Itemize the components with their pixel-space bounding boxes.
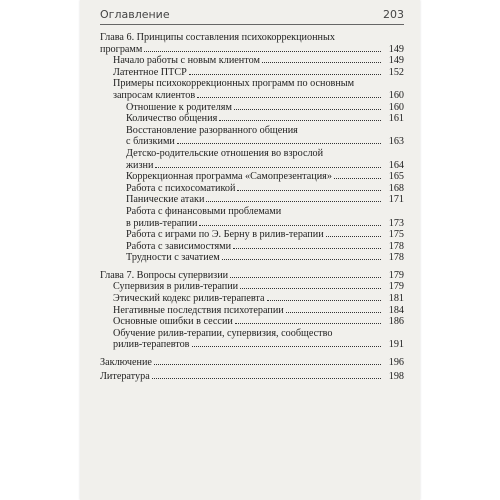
toc-entry-line bbox=[100, 371, 382, 383]
toc-entry-line bbox=[126, 136, 382, 148]
toc-entry bbox=[100, 102, 404, 114]
toc-entry-page: 191 bbox=[388, 339, 404, 351]
toc-entry-page: 165 bbox=[388, 171, 404, 183]
toc-entry-title: рилив-терапевтов bbox=[113, 339, 190, 351]
toc-entry-line bbox=[113, 90, 382, 102]
toc-entry-page: 168 bbox=[388, 182, 404, 194]
toc-entry-title: Супервизия в рилив-терапии bbox=[113, 281, 239, 293]
page-number: 203 bbox=[383, 8, 404, 21]
book-page bbox=[80, 0, 420, 500]
toc-entry bbox=[100, 270, 404, 282]
toc-entry-title: программ bbox=[100, 43, 143, 55]
leader-dots bbox=[199, 225, 381, 226]
leader-dots bbox=[237, 190, 381, 191]
toc-entry-title: Начало работы с новым клиентом bbox=[113, 55, 260, 67]
toc-entry-page: 163 bbox=[388, 136, 404, 148]
table-of-contents bbox=[100, 32, 404, 382]
toc-entry-line bbox=[126, 125, 382, 137]
toc-entry-page: 178 bbox=[388, 240, 404, 252]
leader-dots bbox=[206, 201, 381, 202]
toc-entry bbox=[100, 241, 404, 253]
toc-entry-page: 171 bbox=[388, 194, 404, 206]
toc-entry-line bbox=[126, 218, 382, 230]
toc-entry bbox=[100, 229, 404, 241]
toc-entry-title: Детско-родительские отношения во взрослой bbox=[126, 147, 324, 159]
running-title: Оглавление bbox=[100, 8, 170, 21]
toc-entry-line bbox=[100, 357, 382, 369]
toc-entry-title: запросам клиентов bbox=[113, 89, 196, 101]
toc-entry-line bbox=[100, 32, 382, 44]
leader-dots bbox=[267, 300, 381, 301]
toc-entry-page: 152 bbox=[388, 66, 404, 78]
toc-entry-line bbox=[113, 67, 382, 79]
leader-dots bbox=[144, 51, 381, 52]
toc-entry bbox=[100, 125, 404, 148]
leader-dots bbox=[326, 236, 381, 237]
toc-entry-line bbox=[113, 55, 382, 67]
toc-entry-page: 149 bbox=[388, 55, 404, 67]
toc-entry-line bbox=[113, 339, 382, 351]
toc-entry bbox=[100, 171, 404, 183]
toc-entry-line bbox=[113, 328, 382, 340]
toc-entry-title: с близкими bbox=[126, 136, 175, 148]
toc-entry-title: Коррекционная программа «Самопрезентация» bbox=[126, 171, 332, 183]
leader-dots bbox=[262, 62, 381, 63]
toc-entry-title: Обучение рилив-терапии, супервизия, сообщество bbox=[113, 327, 333, 339]
leader-dots bbox=[197, 97, 381, 98]
toc-entry bbox=[100, 194, 404, 206]
toc-entry bbox=[100, 32, 404, 55]
toc-entry-page: 181 bbox=[388, 293, 404, 305]
toc-entry-page: 186 bbox=[388, 316, 404, 328]
header-rule bbox=[100, 24, 404, 25]
toc-entry-line bbox=[126, 229, 382, 241]
toc-entry bbox=[100, 293, 404, 305]
toc-entry-page: 196 bbox=[388, 357, 404, 369]
leader-dots bbox=[154, 364, 381, 365]
toc-entry-title: Этический кодекс рилив-терапевта bbox=[113, 293, 265, 305]
toc-entry bbox=[100, 357, 404, 369]
toc-entry-page: 149 bbox=[388, 43, 404, 55]
toc-entry-line bbox=[113, 316, 382, 328]
toc-entry-title: Основные ошибки в сессии bbox=[113, 316, 233, 328]
toc-entry bbox=[100, 113, 404, 125]
toc-entry-line bbox=[126, 148, 382, 160]
toc-entry-line bbox=[113, 293, 382, 305]
leader-dots bbox=[189, 74, 381, 75]
toc-entry-page: 173 bbox=[388, 217, 404, 229]
toc-entry-line bbox=[126, 241, 382, 253]
toc-entry bbox=[100, 148, 404, 171]
toc-entry-line bbox=[126, 206, 382, 218]
toc-entry-line bbox=[126, 160, 382, 172]
toc-entry-line bbox=[100, 270, 382, 282]
toc-entry-line bbox=[100, 44, 382, 56]
leader-dots bbox=[155, 167, 381, 168]
toc-entry-page: 178 bbox=[388, 252, 404, 264]
toc-entry-line bbox=[113, 78, 382, 90]
toc-entry-page: 160 bbox=[388, 89, 404, 101]
toc-entry-page: 179 bbox=[388, 281, 404, 293]
toc-entry-title: Трудности с зачатием bbox=[126, 252, 220, 264]
toc-entry-line bbox=[126, 252, 382, 264]
leader-dots bbox=[219, 120, 381, 121]
toc-entry-page: 184 bbox=[388, 304, 404, 316]
toc-entry-page: 160 bbox=[388, 101, 404, 113]
leader-dots bbox=[334, 178, 381, 179]
leader-dots bbox=[230, 277, 381, 278]
toc-entry-title: Работа с играми по Э. Берну в рилив-терапии bbox=[126, 229, 324, 241]
page-header bbox=[100, 8, 404, 22]
toc-entry-page: 164 bbox=[388, 159, 404, 171]
toc-entry bbox=[100, 206, 404, 229]
toc-entry-title: Работа с зависимостями bbox=[126, 240, 232, 252]
leader-dots bbox=[222, 259, 381, 260]
toc-entry bbox=[100, 281, 404, 293]
toc-entry-page: 179 bbox=[388, 269, 404, 281]
toc-entry-title: Работа с финансовыми проблемами bbox=[126, 205, 282, 217]
toc-entry-title: Литература bbox=[100, 370, 150, 382]
toc-entry-line bbox=[113, 305, 382, 317]
toc-entry-line bbox=[113, 281, 382, 293]
toc-entry-title: Примеры психокоррекционных программ по основным bbox=[113, 78, 355, 90]
toc-entry-line bbox=[126, 194, 382, 206]
toc-entry-title: жизни bbox=[126, 159, 154, 171]
toc-entry bbox=[100, 371, 404, 383]
toc-entry-page: 161 bbox=[388, 113, 404, 125]
toc-entry-title: Глава 7. Вопросы супервизии bbox=[100, 269, 229, 281]
toc-entry-page: 175 bbox=[388, 229, 404, 241]
toc-entry bbox=[100, 78, 404, 101]
toc-entry-title: Работа с психосоматикой bbox=[126, 182, 236, 194]
toc-entry-title: Глава 6. Принципы составления психокоррекционных bbox=[100, 32, 335, 43]
leader-dots bbox=[233, 248, 381, 249]
leader-dots bbox=[152, 378, 381, 379]
toc-entry-title: Панические атаки bbox=[126, 194, 205, 206]
toc-entry bbox=[100, 328, 404, 351]
leader-dots bbox=[235, 323, 381, 324]
toc-entry-page: 198 bbox=[388, 370, 404, 382]
toc-entry-title: Латентное ПТСР bbox=[113, 66, 187, 78]
toc-entry-title: Отношение к родителям bbox=[126, 101, 232, 113]
leader-dots bbox=[286, 312, 381, 313]
toc-entry bbox=[100, 183, 404, 195]
leader-dots bbox=[234, 109, 381, 110]
toc-entry bbox=[100, 252, 404, 264]
toc-entry bbox=[100, 67, 404, 79]
toc-entry-title: Количество общения bbox=[126, 113, 218, 125]
toc-entry-line bbox=[126, 113, 382, 125]
toc-entry-title: Заключение bbox=[100, 357, 152, 369]
toc-entry-title: в рилив-терапии bbox=[126, 217, 198, 229]
toc-entry-line bbox=[126, 171, 382, 183]
toc-entry bbox=[100, 316, 404, 328]
toc-entry-line bbox=[126, 183, 382, 195]
leader-dots bbox=[240, 288, 381, 289]
leader-dots bbox=[192, 346, 382, 347]
toc-entry bbox=[100, 55, 404, 67]
toc-entry-line bbox=[126, 102, 382, 114]
leader-dots bbox=[177, 143, 381, 144]
toc-entry bbox=[100, 305, 404, 317]
toc-entry-title: Восстановление разорванного общения bbox=[126, 124, 298, 136]
toc-entry-title: Негативные последствия психотерапии bbox=[113, 304, 284, 316]
